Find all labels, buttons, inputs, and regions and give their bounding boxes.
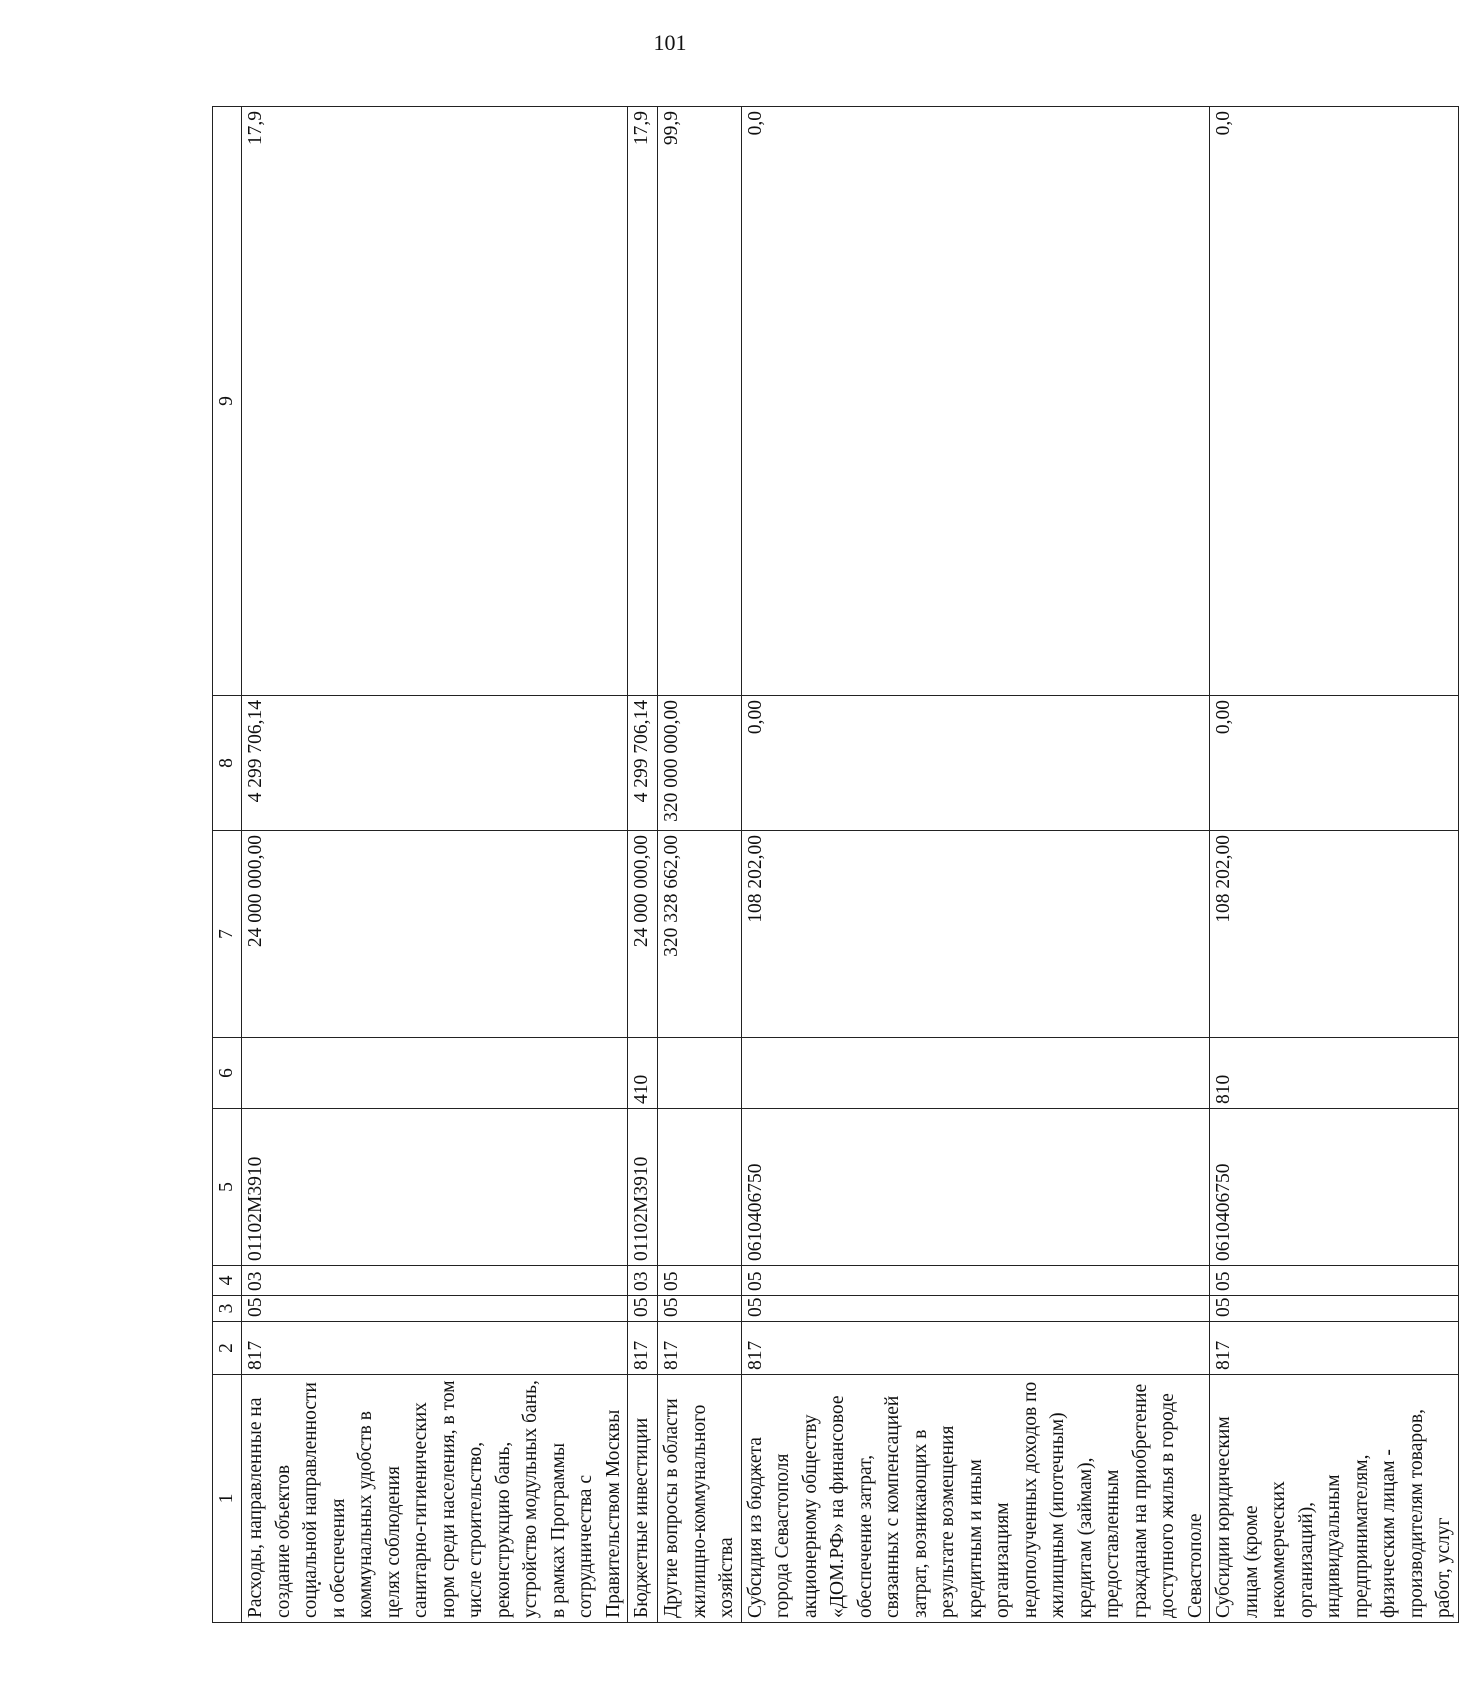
- target-article-code: 01102М3910: [628, 1109, 658, 1266]
- executed-amount: 0,00: [1210, 696, 1459, 831]
- column-header-2: 2: [213, 1322, 242, 1375]
- expense-type-code: [741, 1038, 1210, 1109]
- executed-amount: 4 299 706,14: [242, 696, 628, 831]
- row-name: Субсидии юридическим лицам (кроме некоммерческих организаций), индивидуальным предпринимателям, физическим лицам - производителям товаров, работ, услуг: [1210, 1375, 1459, 1623]
- admin-code: 817: [628, 1322, 658, 1375]
- execution-percent: 0,0: [1210, 107, 1459, 696]
- table-row: [658, 107, 742, 1623]
- section-code: 05: [741, 1296, 1210, 1322]
- column-header-5: 5: [213, 1109, 242, 1266]
- execution-percent: 17,9: [628, 107, 658, 696]
- target-article-code: [658, 1109, 742, 1266]
- execution-percent: 0,0: [741, 107, 1210, 696]
- section-code: 05: [242, 1296, 628, 1322]
- planned-amount: 108 202,00: [1210, 831, 1459, 1038]
- expense-type-code: [658, 1038, 742, 1109]
- target-article-code: 0610406750: [1210, 1109, 1459, 1266]
- admin-code: 817: [242, 1322, 628, 1375]
- column-header-6: 6: [213, 1038, 242, 1109]
- column-header-3: 3: [213, 1296, 242, 1322]
- table-row: [628, 107, 658, 1623]
- column-header-4: 4: [213, 1266, 242, 1296]
- executed-amount: 0,00: [741, 696, 1210, 831]
- section-code: 05: [658, 1296, 742, 1322]
- subsection-code: 05: [658, 1266, 742, 1296]
- subsection-code: 05: [741, 1266, 1210, 1296]
- planned-amount: 24 000 000,00: [242, 831, 628, 1038]
- planned-amount: 24 000 000,00: [628, 831, 658, 1038]
- table-row: [1210, 107, 1459, 1623]
- page-number: 101: [653, 30, 687, 55]
- expense-type-code: 410: [628, 1038, 658, 1109]
- budget-table-container: [212, 107, 1454, 1623]
- executed-amount: 320 000 000,00: [658, 696, 742, 831]
- column-header-8: 8: [213, 696, 242, 831]
- budget-table: [212, 106, 1459, 1623]
- target-article-code: 0610406750: [741, 1109, 1210, 1266]
- column-header-1: 1: [213, 1375, 242, 1623]
- target-article-code: 01102М3910: [242, 1109, 628, 1266]
- subsection-code: 05: [1210, 1266, 1459, 1296]
- subsection-code: 03: [628, 1266, 658, 1296]
- table-row: [242, 107, 628, 1623]
- expense-type-code: [242, 1038, 628, 1109]
- section-code: 05: [1210, 1296, 1459, 1322]
- row-name: Субсидия из бюджета города Севастополя акционерному обществу «ДОМ.РФ» на финансовое обеспечение затрат, связанных с компенсацией затрат, возникающих в результате возмещения кредитным и иным организациям недополученных доходов по жилищным (ипотечным) кредитам (займам), предоставленным гражданам на приобретение доступного жилья в городе Севастополе: [741, 1375, 1210, 1623]
- admin-code: 817: [741, 1322, 1210, 1375]
- planned-amount: 108 202,00: [741, 831, 1210, 1038]
- rotated-table-frame: [212, 107, 1454, 1623]
- section-code: 05: [628, 1296, 658, 1322]
- admin-code: 817: [1210, 1322, 1459, 1375]
- row-name: Бюджетные инвестиции: [628, 1375, 658, 1623]
- column-header-7: 7: [213, 831, 242, 1038]
- executed-amount: 4 299 706,14: [628, 696, 658, 831]
- planned-amount: 320 328 662,00: [658, 831, 742, 1038]
- expense-type-code: 810: [1210, 1038, 1459, 1109]
- table-row: [741, 107, 1210, 1623]
- admin-code: 817: [658, 1322, 742, 1375]
- row-name: Другие вопросы в области жилищно-коммунального хозяйства: [658, 1375, 742, 1623]
- subsection-code: 03: [242, 1266, 628, 1296]
- row-name: Расходы, направленные на создание объектов социальной направленности и обеспечения коммунальных удобств в целях соблюдения санитарно-гигиенических норм среди населения, в том числе строительство, реконструкцию бань, устройство модульных бань, в рамках Программы сотрудничества с Правительством Москвы: [242, 1375, 628, 1623]
- execution-percent: 17,9: [242, 107, 628, 696]
- header-row: [213, 107, 242, 1623]
- execution-percent: 99,9: [658, 107, 742, 696]
- column-header-9: 9: [213, 107, 242, 696]
